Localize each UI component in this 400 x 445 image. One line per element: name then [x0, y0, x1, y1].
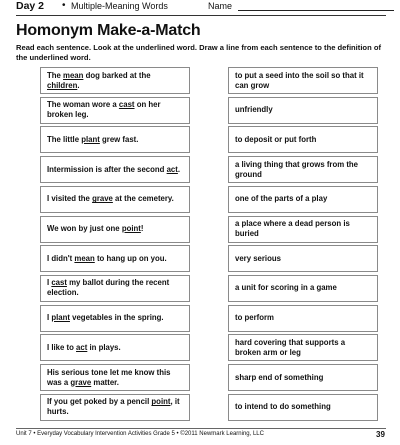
- sentence-fragment: The woman wore a: [47, 100, 119, 110]
- underlined-word: cast: [51, 278, 67, 288]
- sentence-fragment: to hang up on you.: [94, 253, 167, 263]
- sentence-box[interactable]: [40, 97, 190, 124]
- definition-box[interactable]: [228, 245, 378, 272]
- sentence-fragment: .: [177, 164, 181, 174]
- definition-text: hard covering that supports a broken arm or leg: [235, 337, 346, 357]
- name-write-line[interactable]: [238, 10, 394, 11]
- underlined-word: mean: [74, 253, 95, 263]
- definition-box[interactable]: [228, 275, 378, 302]
- sentence-text: [47, 100, 183, 120]
- sentence-text: [47, 278, 183, 298]
- sentence-box[interactable]: [40, 216, 190, 243]
- definition-text: a unit for scoring in a game: [235, 283, 337, 293]
- definition-box[interactable]: [228, 156, 378, 183]
- definition-text: to intend to do something: [235, 402, 331, 412]
- sentence-fragment: If you get poked by a pencil: [47, 397, 152, 407]
- page-title: Homonym Make-a-Match: [16, 22, 201, 39]
- definition-box[interactable]: [228, 216, 378, 243]
- sentence-fragment: We won by just one: [47, 224, 122, 233]
- underlined-word: plant: [81, 134, 100, 144]
- sentence-text: [47, 343, 121, 353]
- definition-box[interactable]: [228, 364, 378, 391]
- sentence-fragment: !: [140, 224, 144, 233]
- definition-text: one of the parts of a play: [235, 194, 328, 204]
- underlined-word: point: [121, 224, 141, 233]
- sentence-box[interactable]: [40, 156, 190, 183]
- sentence-box[interactable]: [40, 186, 190, 213]
- sentence-fragment: , it hurts.: [47, 397, 180, 417]
- footer-rule: [16, 428, 386, 429]
- name-label: Name: [208, 1, 233, 11]
- definition-text: unfriendly: [235, 105, 273, 115]
- definition-box[interactable]: [228, 305, 378, 332]
- definition-text: very serious: [235, 253, 281, 263]
- sentence-text: [47, 254, 167, 264]
- definition-text: to deposit or put forth: [235, 134, 317, 144]
- underlined-word: grave: [70, 377, 92, 387]
- footer-credit: Unit 7 • Everyday Vocabulary Intervention Activities Grade 5 • ©2011 Newmark Learning, LLC: [16, 431, 264, 437]
- header-bullet: •: [62, 0, 66, 11]
- underlined-word: plant: [51, 313, 70, 323]
- page-header: [16, 0, 386, 14]
- directions: Read each sentence. Look at the underlined word. Draw a line from each sentence to the definition of the underlined word.: [16, 43, 381, 62]
- header-rule: [16, 15, 386, 16]
- sentence-fragment: vegetables in the spring.: [69, 313, 164, 323]
- sentence-box[interactable]: [40, 126, 190, 153]
- definition-text: to perform: [235, 313, 274, 323]
- definition-box[interactable]: [228, 126, 378, 153]
- sentence-text: [47, 194, 174, 204]
- sentence-text: [47, 313, 164, 323]
- sentence-box[interactable]: [40, 394, 190, 421]
- sentence-fragment: on her broken leg.: [47, 100, 161, 120]
- sentence-box[interactable]: [40, 67, 190, 94]
- definition-text: sharp end of something: [235, 372, 324, 382]
- sentence-text: [47, 397, 183, 417]
- lesson-subtitle: Multiple-Meaning Words: [71, 1, 168, 11]
- sentence-text: [47, 165, 180, 175]
- sentence-text: [47, 368, 183, 388]
- definition-box[interactable]: [228, 334, 378, 361]
- underlined-word: act: [166, 164, 178, 174]
- sentence-text: [47, 224, 143, 234]
- sentence-text: [47, 135, 138, 145]
- sentence-fragment: The: [47, 70, 64, 80]
- sentence-fragment: I: [47, 278, 52, 288]
- sentence-box[interactable]: [40, 275, 190, 302]
- sentence-box[interactable]: [40, 364, 190, 391]
- sentence-fragment: I didn't: [47, 253, 75, 263]
- sentence-fragment: dog barked at the: [83, 70, 151, 80]
- sentence-fragment: matter.: [91, 377, 119, 387]
- definition-box[interactable]: [228, 67, 378, 94]
- definition-text: to put a seed into the soil so that it can grow: [235, 70, 364, 90]
- sentence-fragment: grew fast.: [99, 134, 139, 144]
- sentence-fragment: in plays.: [87, 342, 121, 352]
- underlined-word: children: [47, 80, 78, 90]
- sentence-fragment: my ballot during the recent election.: [47, 278, 170, 298]
- sentence-box[interactable]: [40, 305, 190, 332]
- sentence-fragment: I visited the: [47, 194, 93, 204]
- sentence-text: [47, 71, 183, 91]
- day-label: Day 2: [16, 0, 45, 12]
- underlined-word: point: [151, 397, 171, 407]
- sentence-fragment: His serious tone let me know this was a: [47, 367, 171, 387]
- sentence-fragment: The little: [47, 134, 82, 144]
- sentence-fragment: at the cemetery.: [112, 194, 174, 204]
- page-number: 39: [376, 430, 385, 439]
- underlined-word: act: [76, 342, 88, 352]
- sentence-box[interactable]: [40, 245, 190, 272]
- definition-text: a place where a dead person is buried: [235, 219, 350, 238]
- definition-box[interactable]: [228, 97, 378, 124]
- sentence-fragment: .: [77, 80, 80, 90]
- sentence-fragment: Intermission is after the second: [47, 164, 167, 174]
- underlined-word: cast: [118, 100, 135, 110]
- sentence-fragment: I like to: [47, 342, 77, 352]
- sentence-box[interactable]: [40, 334, 190, 361]
- sentence-fragment: I: [47, 313, 52, 323]
- definition-box[interactable]: [228, 186, 378, 213]
- underlined-word: grave: [92, 194, 113, 204]
- definition-text: a living thing that grows from the ground: [235, 159, 359, 179]
- underlined-word: mean: [63, 70, 84, 80]
- definition-box[interactable]: [228, 394, 378, 421]
